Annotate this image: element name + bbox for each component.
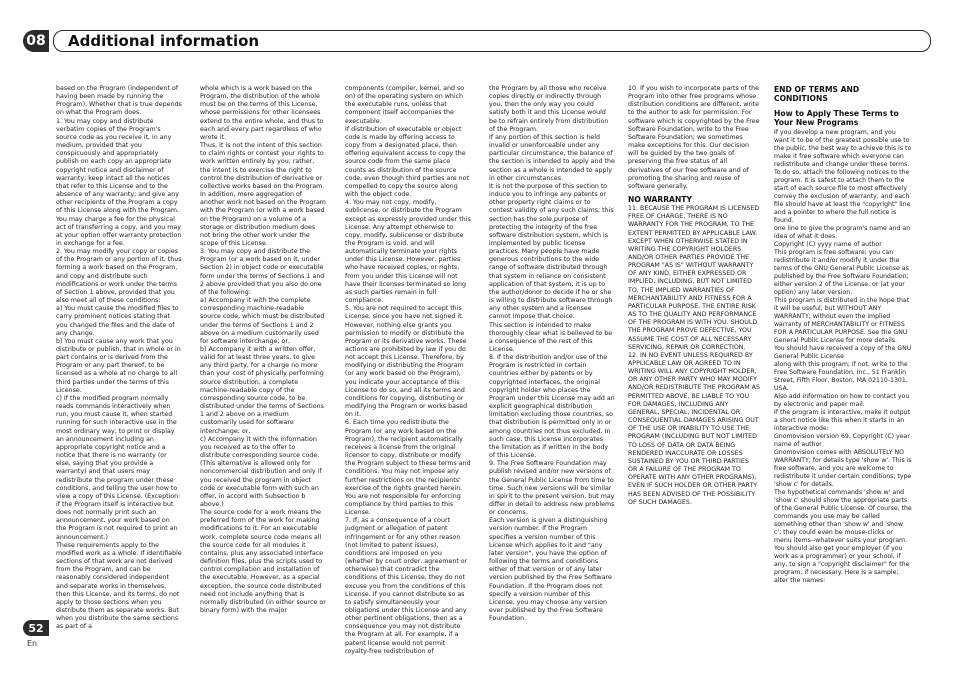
text-column-5 bbox=[628, 85, 760, 507]
title-box bbox=[53, 30, 931, 52]
text-column-4 bbox=[489, 85, 615, 623]
page-header bbox=[23, 30, 931, 54]
section-subheading: How to Apply These Terms to Your New Programs bbox=[774, 109, 899, 127]
section-heading: END OF TERMS AND CONDITIONS bbox=[774, 85, 860, 103]
text-column-3 bbox=[345, 85, 471, 656]
column-text: 10. If you wish to incorporate parts of the Program into other free programs whose distribution conditions are different, write to the author to ask for permission. For software which is copyrighted by the Free Software Foundation, write to the Free Software Foundation; we sometimes make exceptions for this. Our decision will be guided by the two goals of preserving the free status of all derivatives of our free software and of promoting the sharing and reuse of software generally. bbox=[628, 85, 760, 190]
section-heading: NO WARRANTY bbox=[628, 195, 692, 205]
column-text: whole which is a work based on the Program, the distribution of the whole must be on the terms of this License, whose permissions for other licensees extend to the entire whole, and thus to each and every part regardless of who wrote it. Thus, it is not the intent of this section to claim rights or contest your rights to work written entirely by you; rather, the intent is to exercise the right to control the distribution of derivative or collective works based on the Program. In addition, mere aggregation of another work not based on the Program with the Program (or with a work based on the Program) on a volume of a storage or distribution medium does not bring the other work under the scope of this License. 3. You may copy and distribute the Program (or a work based on it, under Section 2) in object code or executable form under the terms of Sections 1 and 2 above provided that you also do one of the following: a) Accompany it with the complete corresponding machine-readable source code, which must be distributed under the terms of Sections 1 and 2 above on a medium customarily used for software interchange; or, b) Accompany it with a written offer, valid for at least three years, to give any third party, for a charge no more than your cost of physically performing source distribution, a complete machine-readable copy of the corresponding source code, to be distributed under the terms of Sections 1 and 2 above on a medium customarily used for software interchange; or, c) Accompany it with the information you received as to the offer to distribute corresponding source code. (This alternative is allowed only for noncommercial distribution and only if you received the program in object code or executable form with such an offer, in accord with Subsection b above.) The source code for a work means the preferred form of the work for making modifications to it. For an executable work, complete source code means all the source code for all modules it contains, plus any associated interface definition files, plus the scripts used to control compilation and installation of the executable. However, as a special exception, the source code distributed need not include anything that is normally distributed (in either source or binary form) with the major bbox=[200, 85, 326, 614]
text-column-6 bbox=[774, 85, 912, 585]
language-label: En bbox=[27, 639, 38, 648]
column-text: the Program by all those who receive copies directly or indirectly through you, then the only way you could satisfy both it and this License would be to refrain entirely from distribution of the Program. If any portion of this section is held invalid or unenforceable under any particular circumstance, the balance of the section is intended to apply and the section as a whole is intended to apply in other circumstances. It is not the purpose of this section to induce you to infringe any patents or other property right claims or to contest validity of any such claims; this section has the sole purpose of protecting the integrity of the free software distribution system, which is implemented by public license practices. Many people have made generous contributions to the wide range of software distributed through that system in reliance on consistent application of that system; it is up to the author/donor to decide if he or she is willing to distribute software through any other system and a licensee cannot impose that choice. This section is intended to make thoroughly clear what is believed to be a consequence of the rest of this License. 8. If the distribution and/or use of the Program is restricted in certain countries either by patents or by copyrighted interfaces, the original copyright holder who places the Program under this License may add an explicit geographical distribution limitation excluding those countries, so that distribution is permitted only in or among countries not thus excluded. In such case, this License incorporates the limitation as if written in the body of this License. 9. The Free Software Foundation may publish revised and/or new versions of the General Public License from time to time. Such new versions will be similar in spirit to the present version, but may differ in detail to address new problems or concerns. Each version is given a distinguishing version number. If the Program specifies a version number of this License which applies to it and "any later version", you have the option of following the terms and conditions either of that version or of any later version published by the Free Software Foundation. If the Program does not specify a version number of this License, you may choose any version ever published by the Free Software Foundation. bbox=[489, 85, 615, 623]
column-text: If you develop a new program, and you want it to be of the greatest possible use to the public, the best way to achieve this is to make it free software which everyone can redistribute and change under these terms. To do so, attach the following notices to the program. It is safest to attach them to the start of each source file to most effectively convey the exclusion of warranty; and each file should have at least the "copyright" line and a pointer to where the full notice is found. one line to give the program's name and an idea of what it does. Copyright (C) yyyy name of author This program is free software; you can redistribute it and/or modify it under the terms of the GNU General Public License as published by the Free Software Foundation; either version 2 of the License, or (at your option) any later version. This program is distributed in the hope that it will be useful, but WITHOUT ANY WARRANTY; without even the implied warranty of MERCHANTABILITY or FITNESS FOR A PARTICULAR PURPOSE. See the GNU General Public License for more details. You should have received a copy of the GNU General Public License along with this program; if not, write to the Free Software Foundation, Inc., 51 Franklin Street, Fifth Floor, Boston, MA 02110-1301, USA. Also add information on how to contact you by electronic and paper mail. If the program is interactive, make it output a short notice like this when it starts in an interactive mode: Gnomovision version 69, Copyright (C) year name of author Gnomovision comes with ABSOLUTELY NO WARRANTY; for details type 'show w'. This is free software, and you are welcome to redistribute it under certain conditions; type 'show c' for details. The hypothetical commands 'show w' and 'show c' should show the appropriate parts of the General Public License. Of course, the commands you use may be called something other than 'show w' and 'show c'; they could even be mouse-clicks or menu items--whatever suits your program. You should also get your employer (if you work as a programmer) or your school, if any, to sign a "copyright disclaimer" for the program, if necessary. Here is a sample; alter the names: bbox=[774, 129, 912, 584]
text-column-2 bbox=[200, 85, 326, 615]
column-text: 11. BECAUSE THE PROGRAM IS LICENSED FREE OF CHARGE, THERE IS NO WARRANTY FOR THE PROGRAM, TO THE EXTENT PERMITTED BY APPLICABLE LAW. EXCEPT WHEN OTHERWISE STATED IN WRITING THE COPYRIGHT HOLDERS AND/OR OTHER PARTIES PROVIDE THE PROGRAM "AS IS" WITHOUT WARRANTY OF ANY KIND, EITHER EXPRESSED OR IMPLIED, INCLUDING, BUT NOT LIMITED TO, THE IMPLIED WARRANTIES OF MERCHANTABILITY AND FITNESS FOR A PARTICULAR PURPOSE. THE ENTIRE RISK AS TO THE QUALITY AND PERFORMANCE OF THE PROGRAM IS WITH YOU. SHOULD THE PROGRAM PROVE DEFECTIVE, YOU ASSUME THE COST OF ALL NECESSARY SERVICING, REPAIR OR CORRECTION. 12. IN NO EVENT UNLESS REQUIRED BY APPLICABLE LAW OR AGREED TO IN WRITING WILL ANY COPYRIGHT HOLDER, OR ANY OTHER PARTY WHO MAY MODIFY AND/OR REDISTRIBUTE THE PROGRAM AS PERMITTED ABOVE, BE LIABLE TO YOU FOR DAMAGES, INCLUDING ANY GENERAL, SPECIAL, INCIDENTAL OR CONSEQUENTIAL DAMAGES ARISING OUT OF THE USE OR INABILITY TO USE THE PROGRAM (INCLUDING BUT NOT LIMITED TO LOSS OF DATA OR DATA BEING RENDERED INACCURATE OR LOSSES SUSTAINED BY YOU OR THIRD PARTIES OR A FAILURE OF THE PROGRAM TO OPERATE WITH ANY OTHER PROGRAMS), EVEN IF SUCH HOLDER OR OTHER PARTY HAS BEEN ADVISED OF THE POSSIBILITY OF SUCH DAMAGES. bbox=[628, 205, 760, 506]
page-title: Additional information bbox=[68, 32, 260, 50]
page-number: 52 bbox=[23, 620, 49, 636]
chapter-number: 08 bbox=[23, 30, 49, 52]
column-text: based on the Program (independent of having been made by running the Program). Whether that is true depends on what the Program does. 1. You may copy and distribute verbatim copies of the Program's source code as you receive it, in any medium, provided that you conspicuously and appropriately publish on each copy an appropriate copyright notice and disclaimer of warranty; keep intact all the notices that refer to this License and to the absence of any warranty; and give any other recipients of the Program a copy of this License along with the Program. You may charge a fee for the physical act of transferring a copy, and you may at your option offer warranty protection in exchange for a fee. 2. You may modify your copy or copies of the Program or any portion of it, thus forming a work based on the Program, and copy and distribute such modifications or work under the terms of Section 1 above, provided that you also meet all of these conditions: a) You must cause the modified files to carry prominent notices stating that you changed the files and the date of any change. b) You must cause any work that you distribute or publish, that in whole or in part contains or is derived from the Program or any part thereof, to be licensed as a whole at no charge to all third parties under the terms of this License. c) If the modified program normally reads commands interactively when run, you must cause it, when started running for such interactive use in the most ordinary way, to print or display an announcement including an appropriate copyright notice and a notice that there is no warranty (or else, saying that you provide a warranty) and that users may redistribute the program under these conditions, and telling the user how to view a copy of this License. (Exception: if the Program itself is interactive but does not normally print such an announcement, your work based on the Program is not required to print an announcement.) These requirements apply to the modified work as a whole. If identifiable sections of that work are not derived from the Program, and can be reasonably considered independent and separate works in themselves, then this License, and its terms, do not apply to those sections when you distribute them as separate works. But when you distribute the same sections as part of a bbox=[56, 85, 182, 631]
text-column-1 bbox=[56, 85, 182, 631]
column-text: components (compiler, kernel, and so on) of the operating system on which the executable runs, unless that component itself accompanies the executable. If distribution of executable or object code is made by offering access to copy from a designated place, then offering equivalent access to copy the source code from the same place counts as distribution of the source code, even though third parties are not compelled to copy the source along with the object code. 4. You may not copy, modify, sublicense, or distribute the Program except as expressly provided under this License. Any attempt otherwise to copy, modify, sublicense or distribute the Program is void, and will automatically terminate your rights under this License. However, parties who have received copies, or rights, from you under this License will not have their licenses terminated so long as such parties remain in full compliance. 5. You are not required to accept this License, since you have not signed it. However, nothing else grants you permission to modify or distribute the Program or its derivative works. These actions are prohibited by law if you do not accept this License. Therefore, by modifying or distributing the Program (or any work based on the Program), you indicate your acceptance of this License to do so, and all its terms and conditions for copying, distributing or modifying the Program or works based on it. 6. Each time you redistribute the Program (or any work based on the Program), the recipient automatically receives a license from the original licensor to copy, distribute or modify the Program subject to these terms and conditions. You may not impose any further restrictions on the recipients' exercise of the rights granted herein. You are not responsible for enforcing compliance by third parties to this License. 7. If, as a consequence of a court judgment or allegation of patent infringement or for any other reason (not limited to patent issues), conditions are imposed on you (whether by court order, agreement or otherwise) that contradict the conditions of this License, they do not excuse you from the conditions of this License. If you cannot distribute so as to satisfy simultaneously your obligations under this License and any other pertinent obligations, then as a consequence you may not distribute the Program at all. For example, if a patent license would not permit royalty-free redistribution of bbox=[345, 85, 471, 655]
